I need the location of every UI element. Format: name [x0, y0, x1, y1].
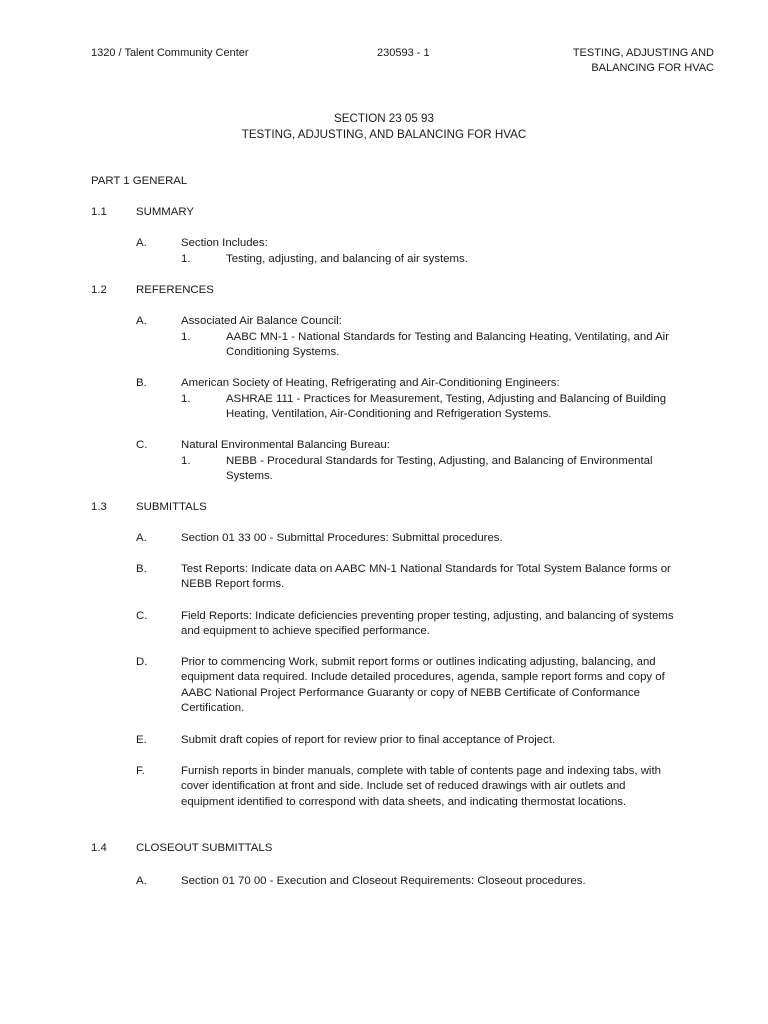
- part-heading: PART 1 GENERAL: [91, 175, 188, 187]
- article-number-1-3: 1.3: [91, 501, 107, 513]
- header-section-title-line1: TESTING, ADJUSTING AND: [572, 47, 714, 59]
- para-text: Test Reports: Indicate data on AABC MN-1 National Standards for Total System Balance forms or NEBB Report forms.: [181, 563, 671, 591]
- para-letter: A.: [136, 237, 147, 249]
- subpara-text: AABC MN-1 - National Standards for Testing and Balancing Heating, Ventilating, and Air Conditioning Systems.: [226, 331, 670, 359]
- para-letter: C.: [136, 610, 148, 622]
- para-text: Associated Air Balance Council:: [181, 315, 342, 327]
- para-text: Natural Environmental Balancing Bureau:: [181, 439, 390, 451]
- header-project: 1320 / Talent Community Center: [91, 47, 249, 59]
- header-page-number: 230593 - 1: [377, 47, 430, 59]
- subpara-number: 1.: [181, 331, 191, 343]
- header-section-title: [573, 46, 714, 76]
- para-text: Furnish reports in binder manuals, complete with table of contents page and indexing tabs, with cover identification at front and side. Include set of reduced drawings with air outlets and equipment identified to correspond with data sheets, and indicating thermostat locations.: [181, 765, 661, 808]
- article-number-1-2: 1.2: [91, 284, 107, 296]
- section-number: SECTION 23 05 93: [334, 112, 434, 125]
- article-heading-summary: SUMMARY: [136, 206, 195, 218]
- article-number-1-4: 1.4: [91, 842, 107, 854]
- para-letter: D.: [136, 656, 148, 668]
- para-text: Section Includes:: [181, 237, 268, 249]
- article-heading-submittals: SUBMITTALS: [136, 501, 207, 513]
- subpara-number: 1.: [181, 455, 191, 467]
- para-letter: F.: [136, 765, 145, 777]
- section-title: TESTING, ADJUSTING, AND BALANCING FOR HVAC: [241, 128, 527, 141]
- para-text: Prior to commencing Work, submit report forms or outlines indicating adjusting, balancing, and equipment data required. Include detailed procedures, agenda, sample report forms and copy of AABC National Project Performance Guaranty or copy of NEBB Certificate of Conformance Certification.: [181, 656, 665, 715]
- para-letter: B.: [136, 377, 147, 389]
- para-letter: E.: [136, 734, 147, 746]
- subpara-number: 1.: [181, 253, 191, 265]
- para-letter: C.: [136, 439, 148, 451]
- article-heading-closeout-submittals: CLOSEOUT SUBMITTALS: [136, 842, 273, 854]
- article-number-1-1: 1.1: [91, 206, 107, 218]
- para-letter: A.: [136, 532, 147, 544]
- subpara-text: ASHRAE 111 - Practices for Measurement, Testing, Adjusting and Balancing of Building Heating, Ventilation, Air-Conditioning and Refrigeration Systems.: [226, 393, 667, 421]
- para-text: Field Reports: Indicate deficiencies preventing proper testing, adjusting, and balancing of systems and equipment to achieve specified performance.: [181, 610, 674, 638]
- para-letter: A.: [136, 875, 147, 887]
- para-letter: A.: [136, 315, 147, 327]
- para-text: American Society of Heating, Refrigerating and Air-Conditioning Engineers:: [181, 377, 560, 389]
- subpara-text: NEBB - Procedural Standards for Testing, Adjusting, and Balancing of Environmental Systems.: [226, 455, 653, 483]
- para-letter: B.: [136, 563, 147, 575]
- para-text: Section 01 70 00 - Execution and Closeout Requirements: Closeout procedures.: [181, 875, 586, 887]
- para-text: Section 01 33 00 - Submittal Procedures: Submittal procedures.: [181, 532, 503, 544]
- subpara-text: Testing, adjusting, and balancing of air systems.: [226, 253, 468, 265]
- article-heading-references: REFERENCES: [136, 284, 214, 296]
- header-section-title-line2: BALANCING FOR HVAC: [591, 62, 714, 74]
- subpara-number: 1.: [181, 393, 191, 405]
- para-text: Submit draft copies of report for review prior to final acceptance of Project.: [181, 734, 556, 746]
